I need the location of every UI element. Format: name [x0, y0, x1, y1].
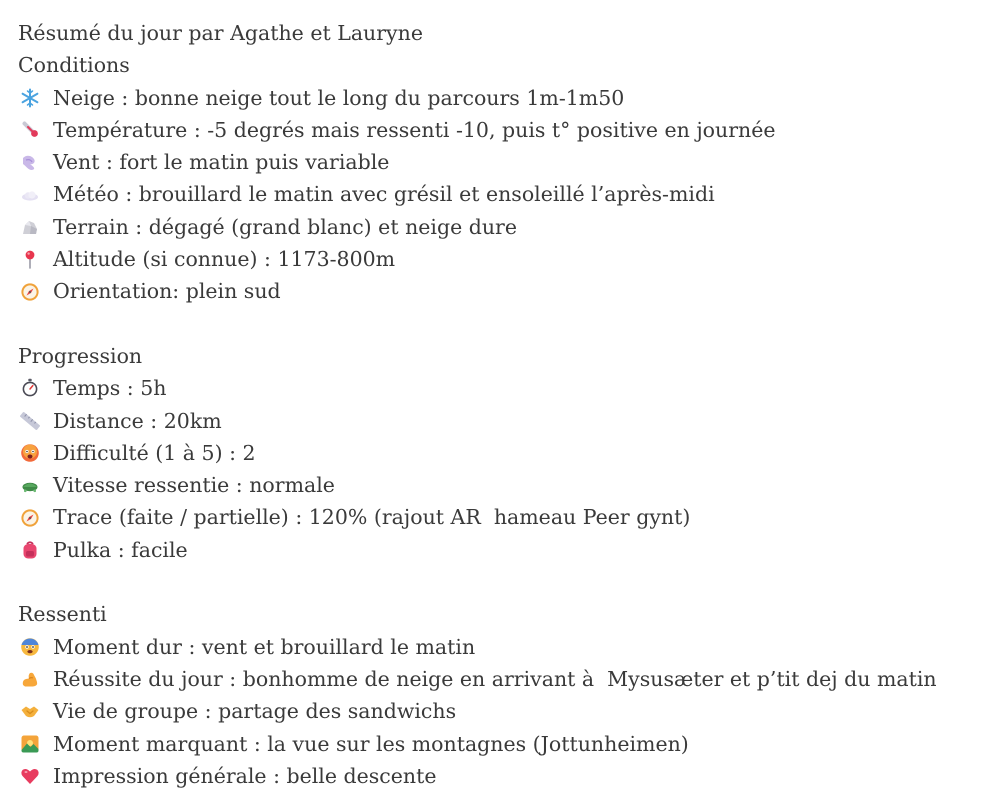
flexed-arm-icon: [18, 667, 42, 691]
hot-face-icon: [18, 441, 42, 465]
ressenti-item-text: Réussite du jour : bonhomme de neige en arrivant à Mysusæter et p’tit dej du matin: [53, 666, 937, 691]
section-heading-conditions: Conditions: [18, 53, 130, 78]
progression-item-text: Pulka : facile: [53, 537, 188, 562]
ressenti-item-overall: [18, 760, 978, 792]
conditions-item-text: Orientation: plein sud: [53, 279, 281, 304]
fearful-face-icon: [18, 635, 42, 659]
thermometer-icon: [18, 118, 42, 142]
progression-item-speed: [18, 469, 978, 501]
pin-icon: [18, 247, 42, 271]
ressenti-item-text: Impression générale : belle descente: [53, 763, 437, 788]
conditions-item-text: Terrain : dégagé (grand blanc) et neige dure: [53, 214, 517, 239]
wind-icon: [18, 150, 42, 174]
spacer: [18, 566, 978, 598]
conditions-item-text: Altitude (si connue) : 1173-800m: [53, 247, 396, 272]
conditions-item-terrain: [18, 211, 978, 243]
progression-item-distance: [18, 405, 978, 437]
progression-item-text: Temps : 5h: [53, 376, 167, 401]
turtle-icon: [18, 473, 42, 497]
progression-item-trace: [18, 501, 978, 533]
conditions-item-orientation: [18, 275, 978, 307]
section-heading-progression: Progression: [18, 343, 143, 368]
daily-summary: [18, 17, 978, 792]
conditions-item-wind: [18, 146, 978, 178]
compass-icon: [18, 506, 42, 530]
spacer: [18, 308, 978, 340]
section-heading-ressenti: Ressenti: [18, 602, 107, 627]
ressenti-item-text: Moment dur : vent et brouillard le matin: [53, 634, 476, 659]
ruler-icon: [18, 409, 42, 433]
progression-item-text: Distance : 20km: [53, 408, 222, 433]
conditions-item-snow: [18, 82, 978, 114]
conditions-item-altitude: [18, 243, 978, 275]
progression-item-pulka: [18, 534, 978, 566]
backpack-icon: [18, 538, 42, 562]
ressenti-item-text: Moment marquant : la vue sur les montagnes (Jottunheimen): [53, 731, 689, 756]
cloud-icon: [18, 183, 42, 207]
compass-icon: [18, 280, 42, 304]
rock-icon: [18, 215, 42, 239]
heart-icon: [18, 764, 42, 788]
progression-item-text: Difficulté (1 à 5) : 2: [53, 440, 256, 465]
conditions-item-weather: [18, 178, 978, 210]
progression-item-difficulty: [18, 437, 978, 469]
handshake-icon: [18, 699, 42, 723]
conditions-item-text: Température : -5 degrés mais ressenti -10, puis t° positive en journée: [53, 117, 776, 142]
progression-item-time: [18, 372, 978, 404]
conditions-item-temperature: [18, 114, 978, 146]
summary-title: Résumé du jour par Agathe et Lauryne: [18, 21, 423, 45]
conditions-item-text: Neige : bonne neige tout le long du parcours 1m-1m50: [53, 85, 625, 110]
sunrise-mountains-icon: [18, 732, 42, 756]
snowflake-icon: [18, 86, 42, 110]
ressenti-item-hard-moment: [18, 631, 978, 663]
ressenti-item-group-life: [18, 695, 978, 727]
conditions-item-text: Météo : brouillard le matin avec grésil et ensoleillé l’après-midi: [53, 182, 715, 207]
ressenti-item-highlight: [18, 728, 978, 760]
conditions-item-text: Vent : fort le matin puis variable: [53, 150, 390, 175]
stopwatch-icon: [18, 376, 42, 400]
ressenti-item-success: [18, 663, 978, 695]
ressenti-item-text: Vie de groupe : partage des sandwichs: [53, 699, 457, 724]
progression-item-text: Trace (faite / partielle) : 120% (rajout AR hameau Peer gynt): [53, 505, 691, 530]
progression-item-text: Vitesse ressentie : normale: [53, 473, 335, 498]
